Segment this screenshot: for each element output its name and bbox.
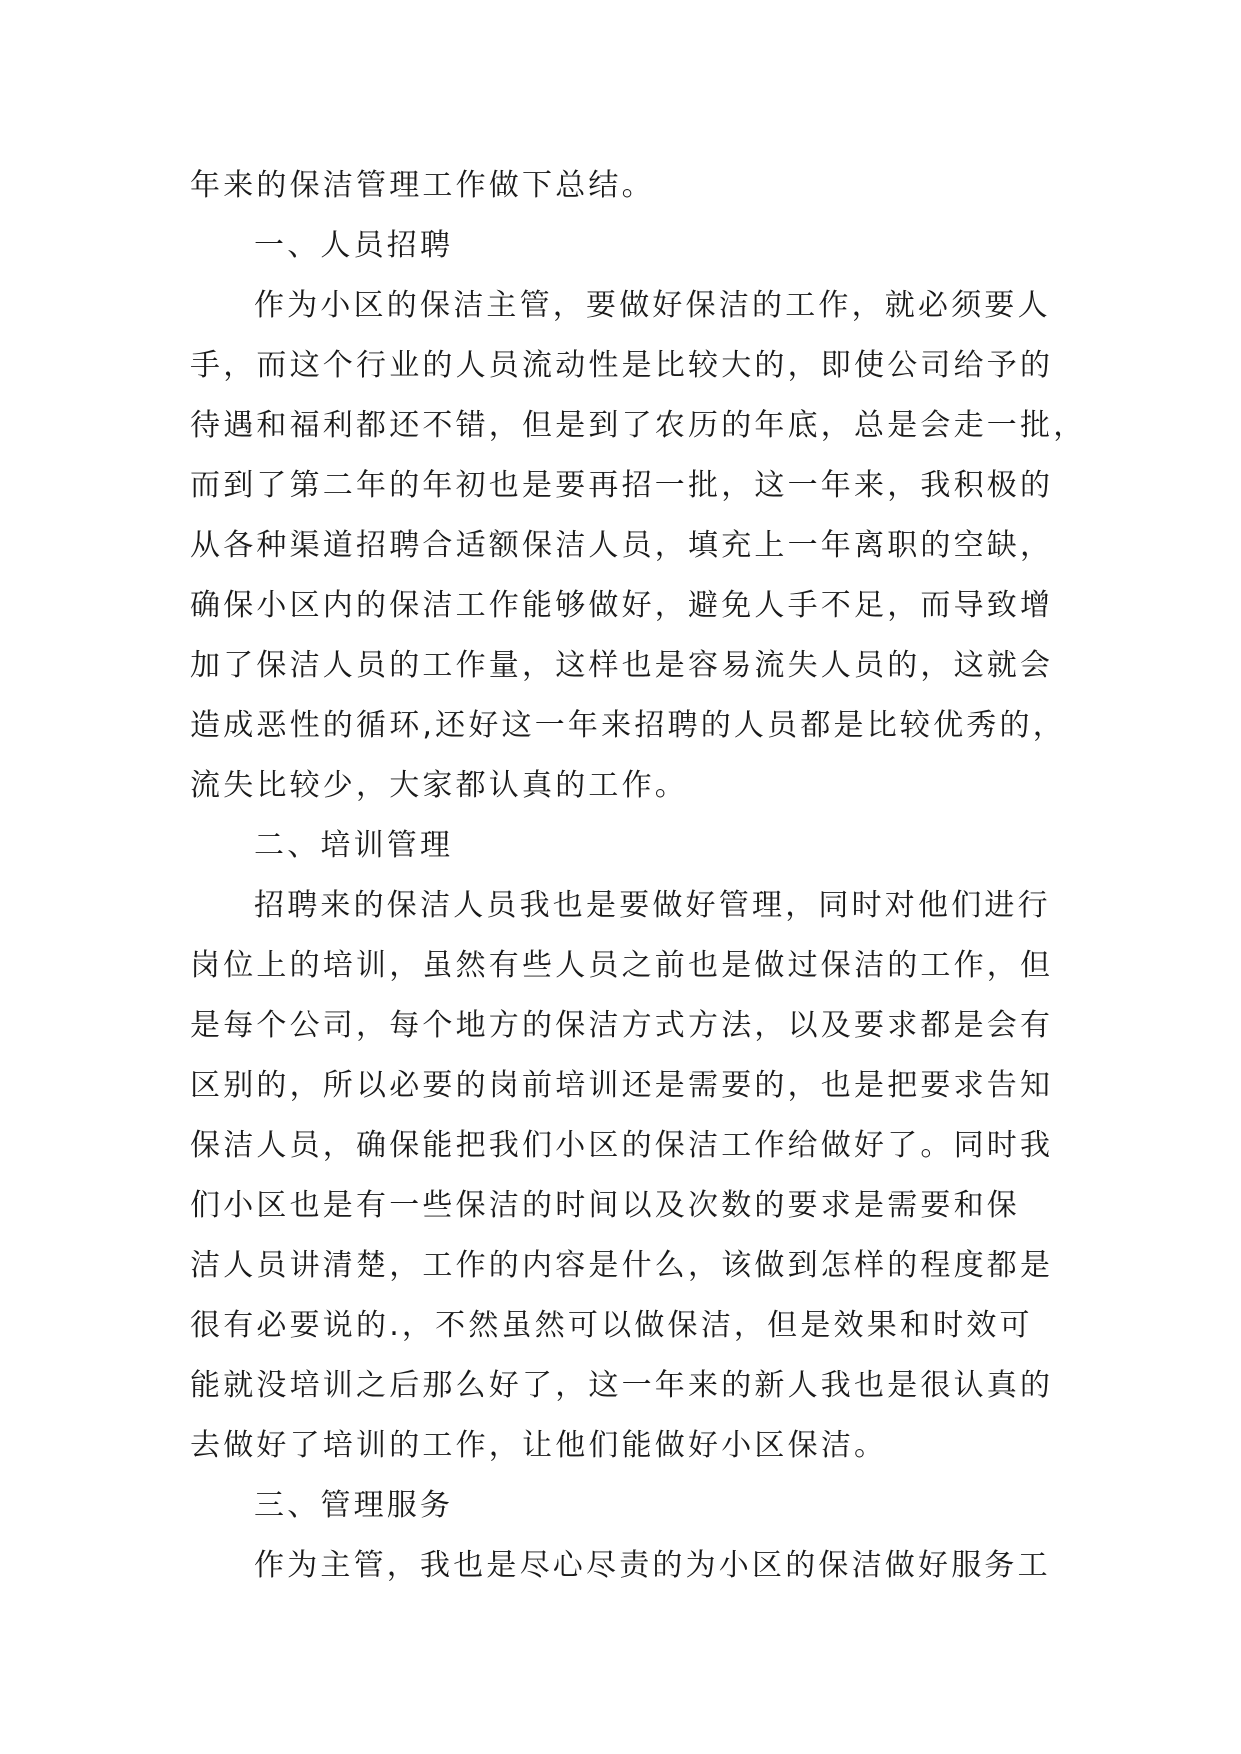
- paragraph-line: 们小区也是有一些保洁的时间以及次数的要求是需要和保: [190, 1188, 1020, 1223]
- paragraph-line: 加了保洁人员的工作量，这样也是容易流失人员的，这就会: [190, 648, 1054, 683]
- paragraph-line: 作为小区的保洁主管，要做好保洁的工作，就必须要人: [254, 288, 1051, 323]
- section-heading-service: 三、管理服务: [254, 1488, 454, 1523]
- section-heading-recruitment: 一、人员招聘: [254, 228, 454, 263]
- paragraph-line: 待遇和福利都还不错，但是到了农历的年底，总是会走一批，: [190, 408, 1087, 443]
- document-body: [190, 156, 1087, 1596]
- paragraph-line: 流失比较少，大家都认真的工作。: [190, 768, 688, 803]
- paragraph-line: 保洁人员，确保能把我们小区的保洁工作给做好了。同时我: [190, 1128, 1054, 1163]
- paragraph-line: 手，而这个行业的人员流动性是比较大的，即使公司给予的: [190, 348, 1054, 383]
- paragraph-line: 而到了第二年的年初也是要再招一批，这一年来，我积极的: [190, 468, 1054, 503]
- paragraph-line: 招聘来的保洁人员我也是要做好管理，同时对他们进行: [254, 888, 1051, 923]
- paragraph-line: 年来的保洁管理工作做下总结。: [190, 168, 655, 203]
- section-heading-training: 二、培训管理: [254, 828, 454, 863]
- paragraph-line: 确保小区内的保洁工作能够做好，避免人手不足，而导致增: [190, 588, 1054, 623]
- paragraph-line: 岗位上的培训，虽然有些人员之前也是做过保洁的工作，但: [190, 948, 1054, 983]
- paragraph-line: 区别的，所以必要的岗前培训还是需要的，也是把要求告知: [190, 1068, 1054, 1103]
- paragraph-line: 作为主管，我也是尽心尽责的为小区的保洁做好服务工: [254, 1548, 1051, 1583]
- paragraph-line: 能就没培训之后那么好了，这一年来的新人我也是很认真的: [190, 1368, 1054, 1403]
- paragraph-line: 洁人员讲清楚，工作的内容是什么，该做到怎样的程度都是: [190, 1248, 1054, 1283]
- paragraph-line: 从各种渠道招聘合适额保洁人员，填充上一年离职的空缺，: [190, 528, 1054, 563]
- paragraph-line: 是每个公司，每个地方的保洁方式方法，以及要求都是会有: [190, 1008, 1054, 1043]
- paragraph-line: 很有必要说的.，不然虽然可以做保洁，但是效果和时效可: [190, 1308, 1033, 1343]
- paragraph-line: 造成恶性的循环,还好这一年来招聘的人员都是比较优秀的，: [190, 708, 1066, 743]
- paragraph-line: 去做好了培训的工作，让他们能做好小区保洁。: [190, 1428, 888, 1463]
